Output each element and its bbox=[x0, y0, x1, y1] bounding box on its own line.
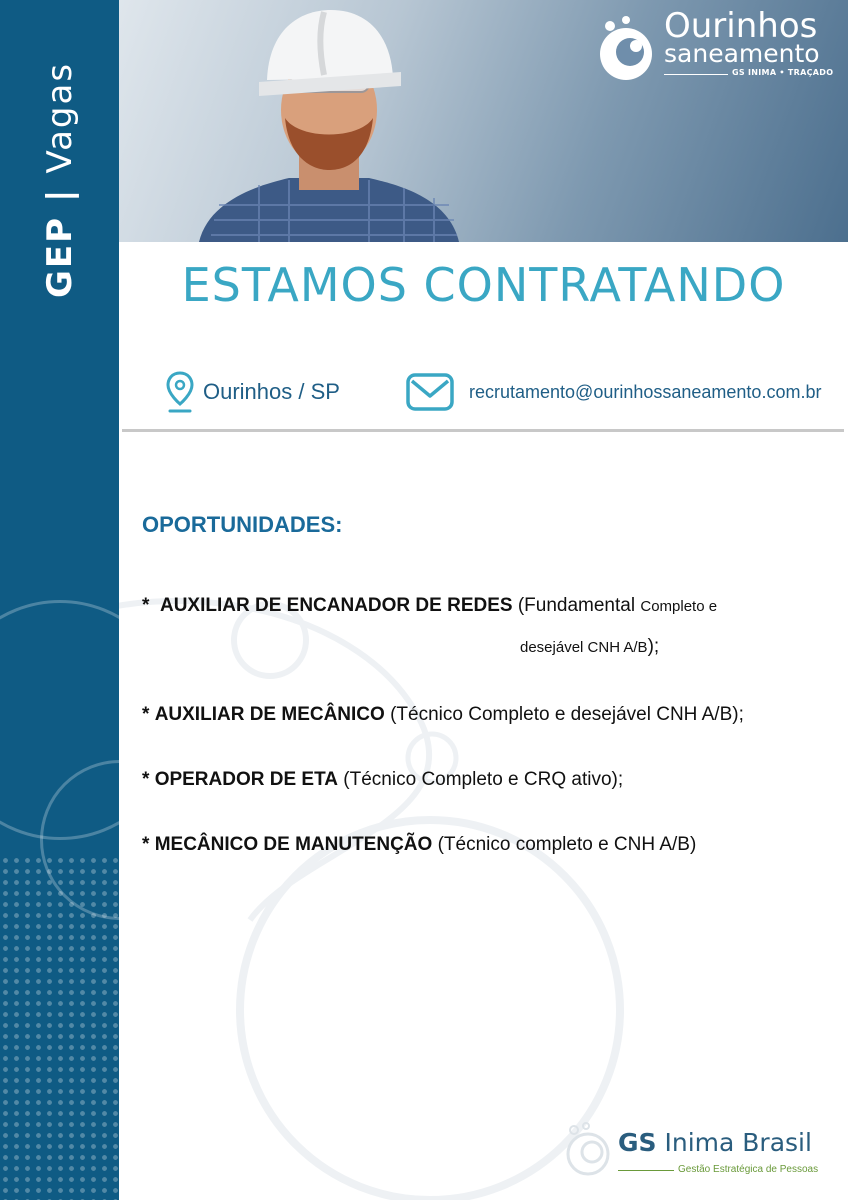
job-role: AUXILIAR DE ENCANADOR DE REDES bbox=[159, 595, 513, 616]
sidebar-title bbox=[40, 62, 80, 298]
job-requirements: (Técnico Completo e CRQ ativo); bbox=[338, 769, 624, 790]
water-drop-logo-icon bbox=[562, 1120, 616, 1176]
footer-logo-rule bbox=[618, 1170, 674, 1171]
location bbox=[165, 368, 340, 416]
email-link[interactable]: recrutamento@ourinhossaneamento.com.br bbox=[469, 381, 822, 402]
envelope-icon bbox=[405, 372, 455, 412]
job-item bbox=[142, 834, 696, 856]
job-requirements: (Técnico completo e CNH A/B) bbox=[432, 834, 697, 855]
location-text: Ourinhos / SP bbox=[203, 379, 340, 404]
job-requirements-close: ); bbox=[647, 636, 660, 657]
job-item bbox=[142, 769, 623, 791]
sidebar-separator: | bbox=[40, 187, 80, 202]
job-bullet: * bbox=[142, 834, 150, 855]
sidebar-section: Vagas bbox=[40, 61, 80, 174]
email[interactable] bbox=[405, 368, 821, 416]
logo-name-line1: Ourinhos bbox=[664, 6, 818, 46]
hero-photo bbox=[119, 0, 848, 242]
job-item bbox=[142, 704, 744, 726]
footer-logo-rest: Inima Brasil bbox=[656, 1128, 812, 1157]
job-bullet: * bbox=[142, 595, 150, 616]
water-drop-logo-icon bbox=[596, 12, 660, 84]
job-bullet: * bbox=[142, 769, 150, 790]
ourinhos-saneamento-logo bbox=[596, 8, 836, 88]
job-role: MECÂNICO DE MANUTENÇÃO bbox=[154, 834, 433, 855]
contact-row bbox=[165, 368, 845, 418]
logo-name-line2: saneamento bbox=[664, 39, 820, 68]
job-requirements: (Técnico Completo e desejável CNH A/B); bbox=[384, 704, 744, 725]
job-item bbox=[142, 595, 717, 617]
job-requirements: (Fundamental bbox=[512, 595, 641, 616]
job-role: OPERADOR DE ETA bbox=[154, 769, 339, 790]
job-bullet: * bbox=[142, 704, 150, 725]
logo-subline: GS INIMA • TRAÇADO bbox=[732, 68, 834, 77]
footer-logo-gs: GS bbox=[618, 1128, 657, 1157]
job-requirements-cont-text: desejável CNH A/B bbox=[520, 639, 648, 656]
opportunities-title: OPORTUNIDADES: bbox=[142, 512, 343, 537]
gs-inima-logo bbox=[562, 1120, 842, 1180]
job-requirements-continuation bbox=[520, 636, 659, 658]
job-requirements-small: Completo e bbox=[640, 598, 718, 615]
sidebar-brand: GEP bbox=[40, 215, 80, 299]
footer-logo-tagline: Gestão Estratégica de Pessoas bbox=[678, 1164, 819, 1175]
footer-logo-name bbox=[618, 1128, 812, 1157]
job-role: AUXILIAR DE MECÂNICO bbox=[154, 704, 385, 725]
divider bbox=[122, 429, 844, 432]
headline: ESTAMOS CONTRATANDO bbox=[181, 258, 786, 312]
map-pin-icon bbox=[165, 370, 195, 414]
logo-rule bbox=[664, 74, 728, 75]
sidebar-band bbox=[0, 0, 119, 1200]
dot-pattern bbox=[0, 855, 119, 1200]
